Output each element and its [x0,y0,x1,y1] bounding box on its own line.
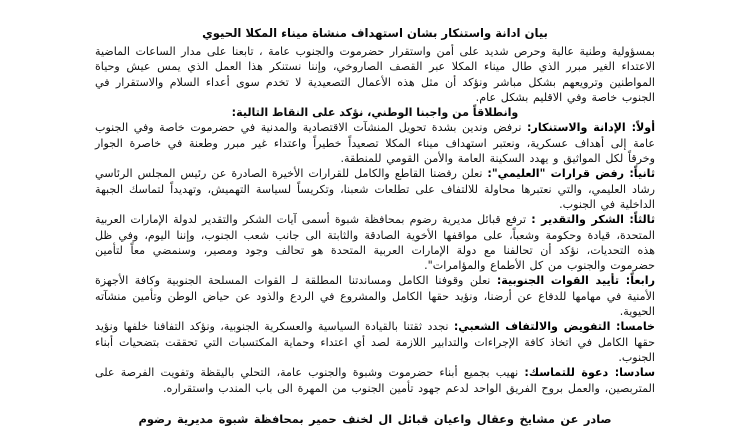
point-2-body: نعلن رفضنا القاطع والكامل للقرارات الأخيرة الصادرة عن رئيس المجلس الرئاسي رشاد العليمي، والتي نعتبرها محاولة للالتفاف على تطلعات شعبنا، وتكريساً لسياسة التهميش، وتهديداً لتماسك الجبهة الداخلية في الجنوب. [95,167,655,211]
point-5 [95,319,655,365]
pledge-line: وانطلاقاً من واجبنا الوطني، نؤكد على النقاط التالية: [231,106,519,120]
point-1 [95,120,655,166]
point-4-lead: رابعاً: تأييد القوات الجنوبية: [496,274,655,288]
point-1-body: نرفض وندين بشدة تحويل المنشآت الاقتصادية والمدنية في حضرموت خاصة وفي الجنوب عامة إلى أهداف عسكرية، ونعتبر استهداف ميناء المكلا تصعيداً خطيراً واعتداء غير مبرر وطعنة في خاصرة الجوار وخرقاً لكل المواثيق و يهدد السكينة العامة والأمن القومي للمنطقة. [95,121,655,166]
point-1-lead: أولاً: الإدانة والاستنكار: [527,121,655,135]
point-4-body: نعلن وقوفنا الكامل ومساندتنا المطلقة لـ القوات المسلحة الجنوبية وكافة الأجهزة الأمنية في مهامها للدفاع عن أرضنا، ونؤيد حقها الكامل والمشروع في الردع والذود عن حياض الوطن وتأمين منشآته الحيوية. [95,274,655,319]
page-title: بيان ادانة واستنكار بشان استهداف منشاة ميناء المكلا الحيوي [202,26,548,40]
point-2-lead: ثانياً: رفض قرارات "العليمي": [487,167,655,181]
point-3-body: ترفع قبائل مديرية رضوم بمحافظة شبوة أسمى آيات الشكر والتقدير لدولة الإمارات العربية المتحدة، قيادة وحكومة وشعباً، على مواقفها الأخوية الصادقة والثابتة الى جانب شعب الجنوب، وإننا اليوم، وفي ظل هذه التحديات، نؤكد أن تحالفنا مع دولة الإمارات العربية المتحدة هو تحالف وجود ومصير، وسنمضي معاً لتأمين حضرموت والجنوب من كل الأطماع والمؤامرات". [95,213,655,273]
point-3 [95,212,655,273]
closing-attribution: صادر عن مشايخ وعقال واعيان قبائل ال لخنف حمير بمحافظة شبوة مديرية رضوم [138,411,612,426]
point-6-body: نهيب بجميع أبناء حضرموت وشبوة والجنوب عامة، التحلي باليقظة وتفويت الفرصة على المتربصين، والعمل بروح الفريق الواحد لدعم جهود تأمين الجنوب من المهرة الى باب المندب واستقراره. [95,366,655,395]
point-6 [95,365,655,396]
point-5-lead: خامسا: التفويض والالتفاف الشعبي: [453,320,655,334]
intro-paragraph: بمسؤولية وطنية عالية وحرص شديد على أمن واستقرار حضرموت والجنوب عامة ، تابعنا على مدار الساعات الماضية الاعتداء الغير مبرر الذي طال ميناء المكلا عبر القصف الصاروخي، وإننا نستنكر هذا العمل الذي يمس عيش وحياة المواطنين وترويعهم بشكل مباشر ونؤكد أن مثل هذه الأعمال التصعيدية لا تخدم سوى أعداء السلام والاستقرار في الجنوب خاصة وفي الاقليم بشكل عام. [95,45,655,104]
point-3-lead: ثالثاً: الشكر والتقدير : [531,213,655,227]
point-4 [95,273,655,319]
point-6-lead: سادسا: دعوة للتماسك: [524,366,655,380]
point-2 [95,166,655,212]
point-5-body: نجدد ثقتنا بالقيادة السياسية والعسكرية الجنوبية، ونؤكد التفافنا خلفها ونؤيد حقها الكامل في اتخاذ كافة الإجراءات والتدابير اللازمة لصد أي اعتداء وحماية المكتسبات التي تحققت بتضحيات أبناء الجنوب. [95,320,655,364]
